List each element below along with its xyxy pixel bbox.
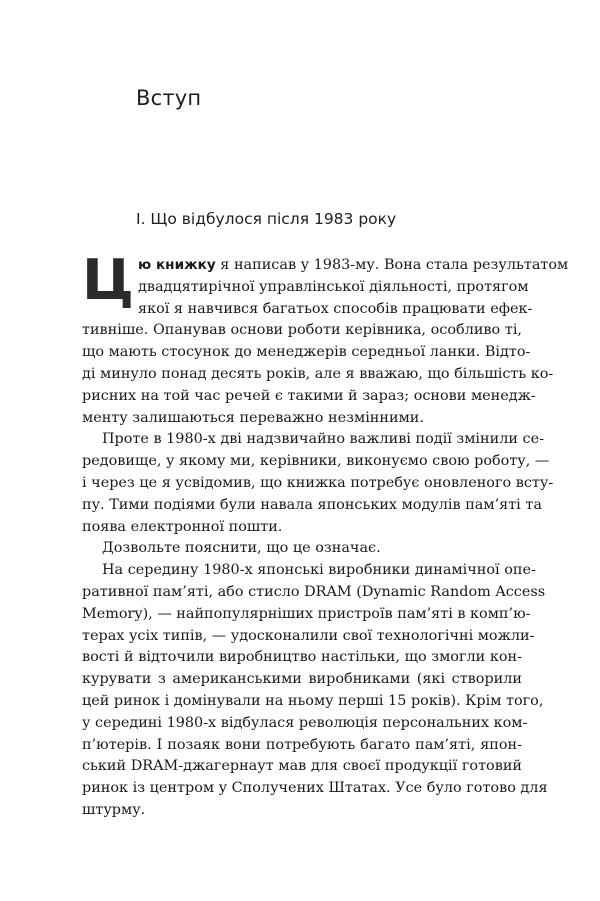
paragraph-line: двадцятирічної управлінської діяльності, протягом	[138, 278, 529, 295]
paragraph-line: курувати з американськими виробниками (які створили	[82, 671, 522, 688]
drop-cap: Ц	[82, 248, 134, 313]
paragraph-line: що мають стосунок до менеджерів середньої ланки. Відто-	[82, 344, 531, 361]
paragraph-line: тивніше. Опанував основи роботи керівника, особливо ті,	[82, 322, 522, 339]
paragraph-line: терах усіх типів, — удосконалили свої технологічні можли-	[82, 627, 535, 644]
paragraph-line: ринок із центром у Сполучених Штатах. Усе було готово для	[82, 780, 548, 797]
paragraph-line: ді минуло понад десять років, але я вважаю, що більшість ко-	[82, 365, 554, 382]
paragraph-line: пу. Тими подіями були навала японських модулів пам’яті та	[82, 496, 542, 513]
paragraph-line: ю книжку я написав у 1983-му. Вона стала результатом	[138, 257, 569, 273]
section-heading: І. Що відбулося після 1983 року	[136, 210, 397, 228]
paragraph-line: рисних на той час речей є такими й зараз; основи менедж-	[82, 387, 536, 404]
paragraph-line: Проте в 1980-х дві надзвичайно важливі події змінили се-	[102, 431, 544, 448]
paragraph-line: ський DRAM-джагернаут мав для своєї продукції готовий	[82, 758, 522, 775]
paragraph-line: п’ютерів. І позаяк вони потребують багато пам’яті, япон-	[82, 736, 522, 753]
body-text	[82, 248, 569, 822]
paragraph-line: вості й відточили виробництво настільки, що змогли кон-	[82, 649, 522, 666]
paragraph-line: штурму.	[82, 801, 146, 818]
paragraph-line: поява електронної пошти.	[82, 518, 283, 535]
paragraph-line: Дозвольте пояснити, що це означає.	[102, 540, 381, 557]
paragraph-line: і через це я усвідомив, що книжка потребує оновленого всту-	[82, 474, 554, 491]
paragraph-line: менту залишаються переважно незмінними.	[82, 409, 424, 426]
paragraph-line: Memory), — найпопулярніших пристроїв пам’яті в комп’ю-	[82, 605, 531, 622]
paragraph-line: якої я навчився багатьох способів працювати ефек-	[138, 300, 533, 317]
chapter-title: Вступ	[136, 86, 202, 110]
lead-bold-text: ю книжку	[138, 257, 216, 273]
paragraph-line: редовище, у якому ми, керівники, виконуємо свою роботу, —	[82, 453, 550, 470]
paragraph-line: На середину 1980-х японські виробники динамічної опе-	[102, 562, 536, 579]
paragraph-line: цей ринок і домінували на ньому перші 15 років). Крім того,	[82, 692, 544, 709]
paragraph-line: ративної пам’яті, або стисло DRAM (Dynamic Random Access	[82, 583, 546, 600]
paragraph-line: у середині 1980-х відбулася революція персональних ком-	[82, 714, 528, 731]
